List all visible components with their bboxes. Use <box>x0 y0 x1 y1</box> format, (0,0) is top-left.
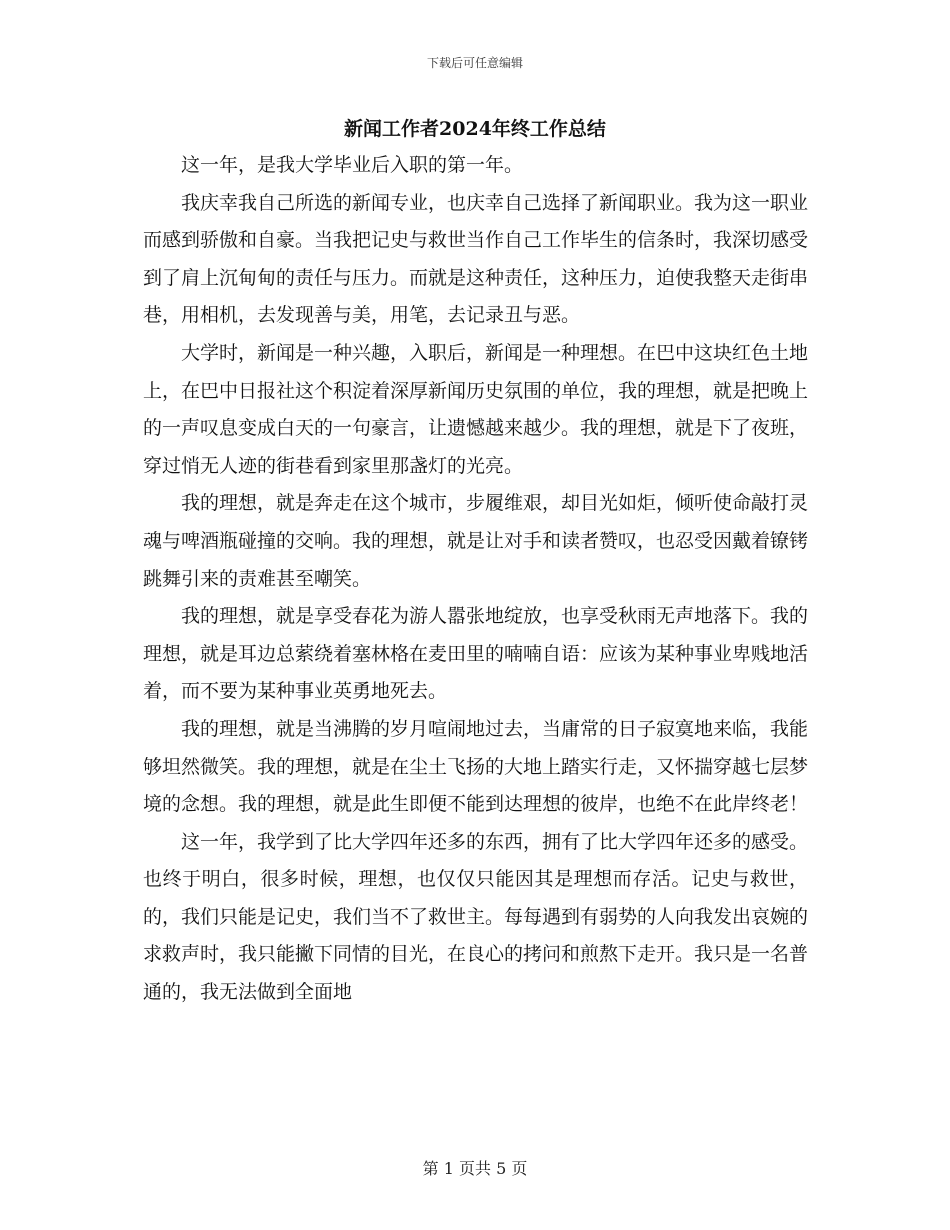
document-body <box>143 147 808 1012</box>
paragraph-7: 这一年，我学到了比大学四年还多的东西，拥有了比大学四年还多的感受。也终于明白，很多时候，理想，也仅仅只能因其是理想而存活。记史与救世，的，我们只能是记史，我们当不了救世主。每每遇到有弱势的人向我发出哀婉的求救声时，我只能撇下同情的目光，在良心的拷问和煎熬下走开。我只是一名普通的，我无法做到全面地 <box>143 830 809 1004</box>
paragraph-6: 我的理想，就是当沸腾的岁月喧闹地过去，当庸常的日子寂寞地来临，我能够坦然微笑。我的理想，就是在尘土飞扬的大地上踏实行走，又怀揣穿越七层梦境的念想。我的理想，就是此生即便不能到达理想的彼岸，也绝不在此岸终老！ <box>143 717 809 816</box>
page-header-note: 下载后可任意编辑 <box>426 56 523 70</box>
document-title: 新闻工作者2024年终工作总结 <box>344 118 606 140</box>
paragraph-3: 大学时，新闻是一种兴趣，入职后，新闻是一种理想。在巴中这块红色土地上，在巴中日报社这个积淀着深厚新闻历史氛围的单位，我的理想，就是把晚上的一声叹息变成白天的一句豪言，让遗憾越来越少。我的理想，就是下了夜班，穿过悄无人迹的街巷看到家里那盏灯的光亮。 <box>143 341 809 477</box>
page-number-footer: 第 1 页共 5 页 <box>422 1159 528 1178</box>
paragraph-2: 我庆幸我自己所选的新闻专业，也庆幸自己选择了新闻职业。我为这一职业而感到骄傲和自豪。当我把记史与救世当作自己工作毕生的信条时，我深切感受到了肩上沉甸甸的责任与压力。而就是这种责任，这种压力，迫使我整天走街串巷，用相机，去发现善与美，用笔，去记录丑与恶。 <box>143 191 809 327</box>
paragraph-5: 我的理想，就是享受春花为游人嚣张地绽放，也享受秋雨无声地落下。我的理想，就是耳边总萦绕着塞林格在麦田里的喃喃自语：应该为某种事业卑贱地活着，而不要为某种事业英勇地死去。 <box>143 605 809 703</box>
paragraph-1: 这一年，是我大学毕业后入职的第一年。 <box>181 154 524 176</box>
paragraph-4: 我的理想，就是奔走在这个城市，步履维艰，却目光如炬，倾听使命敲打灵魂与啤酒瓶碰撞的交响。我的理想，就是让对手和读者赞叹，也忍受因戴着镣铐跳舞引来的责难甚至嘲笑。 <box>143 492 809 590</box>
